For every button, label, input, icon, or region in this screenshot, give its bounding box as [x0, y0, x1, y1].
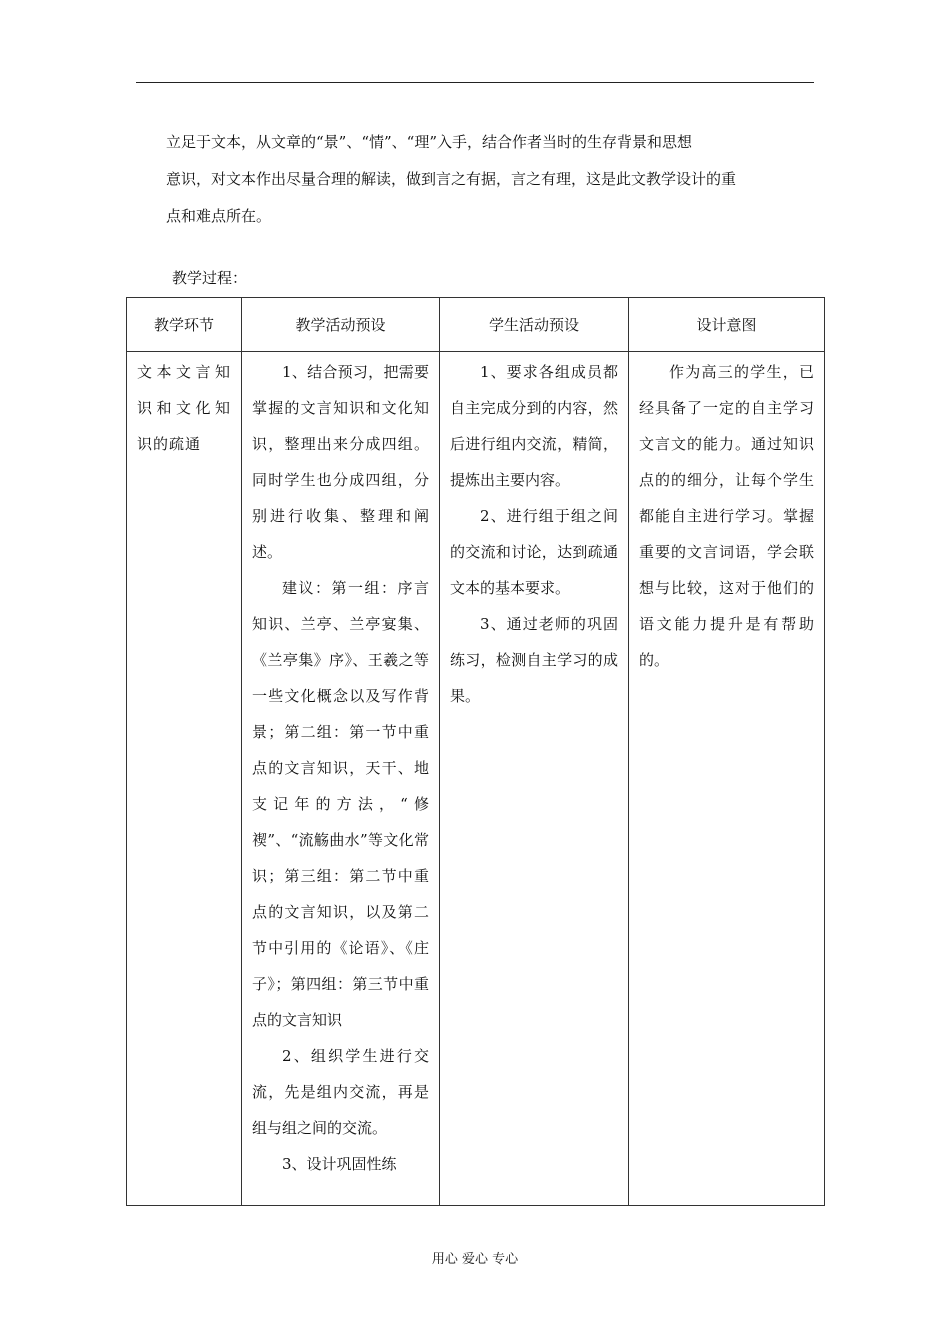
intro-line: 意识，对文本作出尽量合理的解读，做到言之有据，言之有理，这是此文教学设计的重	[166, 170, 737, 188]
teacher-paragraph: 3、设计巩固性练	[282, 1155, 397, 1173]
intro-paragraph	[166, 124, 806, 235]
stage-cell	[127, 352, 242, 1206]
intent-paragraph: 作为高三的学生，已经具备了一定的自主学习文言文的能力。通过知识点的的细分，让每个学生都能自主进行学习。掌握重要的文言词语，学会联想与比较，这对于他们的语文能力提升是有帮助的。	[639, 363, 814, 669]
student-paragraph: 2、进行组于组之间的交流和讨论，达到疏通文本的基本要求。	[450, 507, 618, 597]
header-design-intent: 设计意图	[629, 298, 825, 352]
stage-text: 文本文言知识和文化知识的疏通	[137, 363, 231, 453]
section-label: 教学过程：	[172, 269, 248, 287]
intro-line: 点和难点所在。	[166, 207, 272, 225]
header-rule	[136, 82, 814, 83]
intro-line: 立足于文本，从文章的“景”、“情”、“理”入手，结合作者当时的生存背景和思想	[166, 133, 693, 151]
teacher-activity-cell	[242, 352, 440, 1206]
student-paragraph: 1、要求各组成员都自主完成分到的内容，然后进行组内交流，精简，提炼出主要内容。	[450, 363, 618, 489]
student-paragraph: 3、通过老师的巩固练习，检测自主学习的成果。	[450, 615, 618, 705]
student-activity-cell	[440, 352, 629, 1206]
header-teacher-activity: 教学活动预设	[242, 298, 440, 352]
teacher-paragraph: 2、组织学生进行交流，先是组内交流，再是组与组之间的交流。	[252, 1047, 429, 1137]
teacher-paragraph: 1、结合预习，把需要掌握的文言知识和文化知识，整理出来分成四组。同时学生也分成四组，分别进行收集、整理和阐述。	[252, 363, 429, 561]
design-intent-cell	[629, 352, 825, 1206]
table-header-row	[127, 298, 825, 352]
table-row	[127, 352, 825, 1206]
page-footer: 用心 爱心 专心	[431, 1252, 519, 1267]
header-teaching-stage: 教学环节	[127, 298, 242, 352]
header-student-activity: 学生活动预设	[440, 298, 629, 352]
teaching-process-table	[126, 297, 825, 1206]
teacher-paragraph: 建议：第一组：序言知识、兰亭、兰亭宴集、《兰亭集》序》、王羲之等一些文化概念以及写作背景；第二组：第一节中重点的文言知识，天干、地支记年的方法，“修褉”、“流觞曲水”等文化常识；第三组：第二节中重点的文言知识，以及第二节中引用的《论语》、《庄子》；第四组：第三节中重点的文言知识	[252, 579, 429, 1029]
